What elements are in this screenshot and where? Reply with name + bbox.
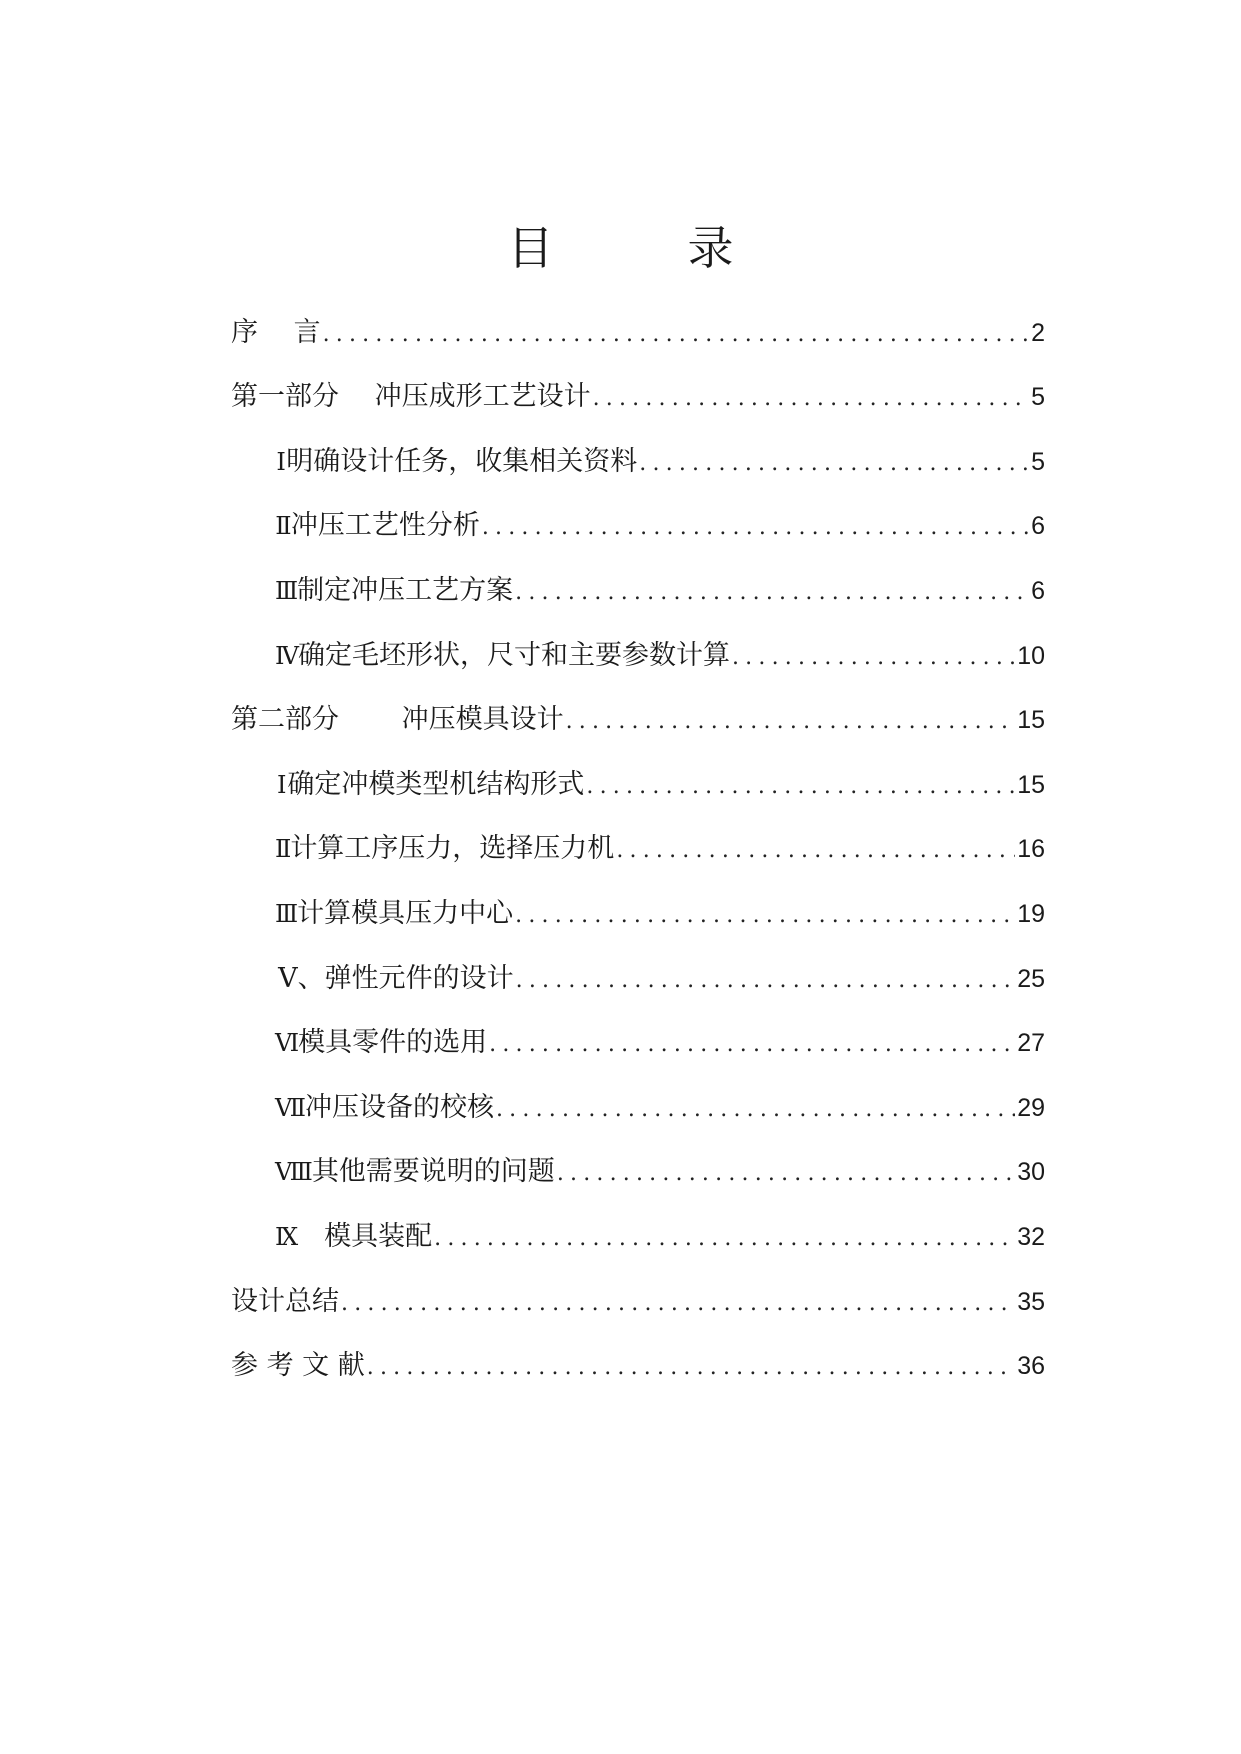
dot-leader: [496, 1090, 1015, 1130]
entry-page-number: 6: [1031, 512, 1045, 541]
entry-number: Ⅱ: [275, 512, 291, 541]
toc-entry-section[interactable]: [231, 484, 1045, 549]
entry-page-number: 30: [1017, 1158, 1045, 1187]
entry-label: 冲压设备的校核: [304, 1091, 494, 1123]
toc-entry-section[interactable]: [231, 807, 1045, 872]
entry-label: 计算工序压力，选择压力机: [290, 833, 615, 865]
entry-page-number: 5: [1031, 383, 1045, 412]
dot-leader: [732, 638, 1015, 678]
entry-number: Ⅸ: [275, 1222, 298, 1251]
toc-entry-summary[interactable]: [231, 1259, 1045, 1324]
entry-label: 模具装配: [297, 1220, 433, 1252]
entry-label: 第一部分 冲压成形工艺设计: [231, 381, 591, 413]
entry-number: Ⅲ: [275, 899, 298, 928]
entry-number: Ⅱ: [275, 835, 291, 864]
toc-entry-section[interactable]: [231, 1065, 1045, 1130]
toc-entry-section[interactable]: [231, 1130, 1045, 1195]
dot-leader: [341, 1284, 1015, 1324]
entry-label: 计算模具压力中心: [297, 897, 514, 929]
entry-label: 设计总结: [231, 1285, 339, 1317]
entry-label: 模具零件的选用: [298, 1027, 488, 1059]
entry-page-number: 5: [1031, 447, 1045, 476]
entry-number: Ⅰ: [276, 770, 286, 799]
entry-label: Ⅴ、弹性元件的设计: [278, 962, 514, 994]
toc-entry-section[interactable]: [231, 871, 1045, 936]
entry-page-number: 15: [1017, 706, 1045, 735]
entry-number: Ⅳ: [275, 641, 298, 670]
toc-entry-part-two[interactable]: [231, 678, 1045, 743]
dot-leader: [593, 379, 1030, 419]
entry-page-number: 27: [1017, 1029, 1045, 1058]
entry-number: Ⅰ: [276, 447, 285, 476]
toc-entry-section[interactable]: [231, 742, 1045, 807]
entry-page-number: 29: [1017, 1093, 1045, 1122]
entry-label: 其他需要说明的问题: [311, 1156, 555, 1188]
entry-number: Ⅷ: [275, 1158, 312, 1187]
entry-page-number: 15: [1017, 770, 1045, 799]
toc-entry-section[interactable]: [231, 548, 1045, 613]
dot-leader: [616, 831, 1015, 871]
entry-label: 确定毛坯形状，尺寸和主要参数计算: [297, 639, 730, 671]
toc-entry-section[interactable]: [231, 936, 1045, 1001]
entry-label: 制定冲压工艺方案: [297, 574, 514, 606]
dot-leader: [482, 508, 1029, 548]
toc-entry-part-one[interactable]: [231, 355, 1045, 420]
dot-leader: [489, 1025, 1015, 1065]
dot-leader: [586, 767, 1015, 807]
dot-leader: [557, 1154, 1015, 1194]
dot-leader: [323, 315, 1030, 355]
dot-leader: [515, 573, 1029, 613]
entry-page-number: 35: [1017, 1287, 1045, 1316]
dot-leader: [516, 961, 1016, 1001]
dot-leader: [566, 702, 1016, 742]
entry-label: 参 考 文 献: [231, 1350, 365, 1382]
entry-label: 序 言: [231, 316, 321, 348]
toc-entry-section[interactable]: [231, 613, 1045, 678]
entry-label: 确定冲模类型机结构形式: [287, 768, 585, 800]
entry-number: Ⅲ: [275, 576, 298, 605]
entry-page-number: 6: [1031, 576, 1045, 605]
toc-entry-section[interactable]: [231, 419, 1045, 484]
entry-page-number: 32: [1017, 1222, 1045, 1251]
dot-leader: [434, 1219, 1015, 1259]
entry-page-number: 25: [1017, 964, 1045, 993]
entry-label: 冲压工艺性分析: [290, 510, 480, 542]
toc-entry-preface[interactable]: [231, 290, 1045, 355]
entry-page-number: 2: [1031, 318, 1045, 347]
entry-page-number: 19: [1017, 899, 1045, 928]
dot-leader: [639, 444, 1029, 484]
entry-number: Ⅵ: [275, 1029, 299, 1058]
toc-entry-section[interactable]: [231, 1194, 1045, 1259]
toc-title: 目 录: [507, 221, 778, 275]
entry-label: 第二部分 冲压模具设计: [231, 704, 564, 736]
entry-label: 明确设计任务，收集相关资料: [286, 445, 638, 477]
entry-page-number: 10: [1017, 641, 1045, 670]
entry-page-number: 16: [1017, 835, 1045, 864]
toc-entry-references[interactable]: [231, 1324, 1045, 1389]
entry-page-number: 36: [1017, 1352, 1045, 1381]
dot-leader: [367, 1348, 1015, 1388]
toc-list: [231, 290, 1045, 1388]
toc-entry-section[interactable]: [231, 1001, 1045, 1066]
entry-number: Ⅶ: [275, 1093, 305, 1122]
dot-leader: [515, 896, 1015, 936]
